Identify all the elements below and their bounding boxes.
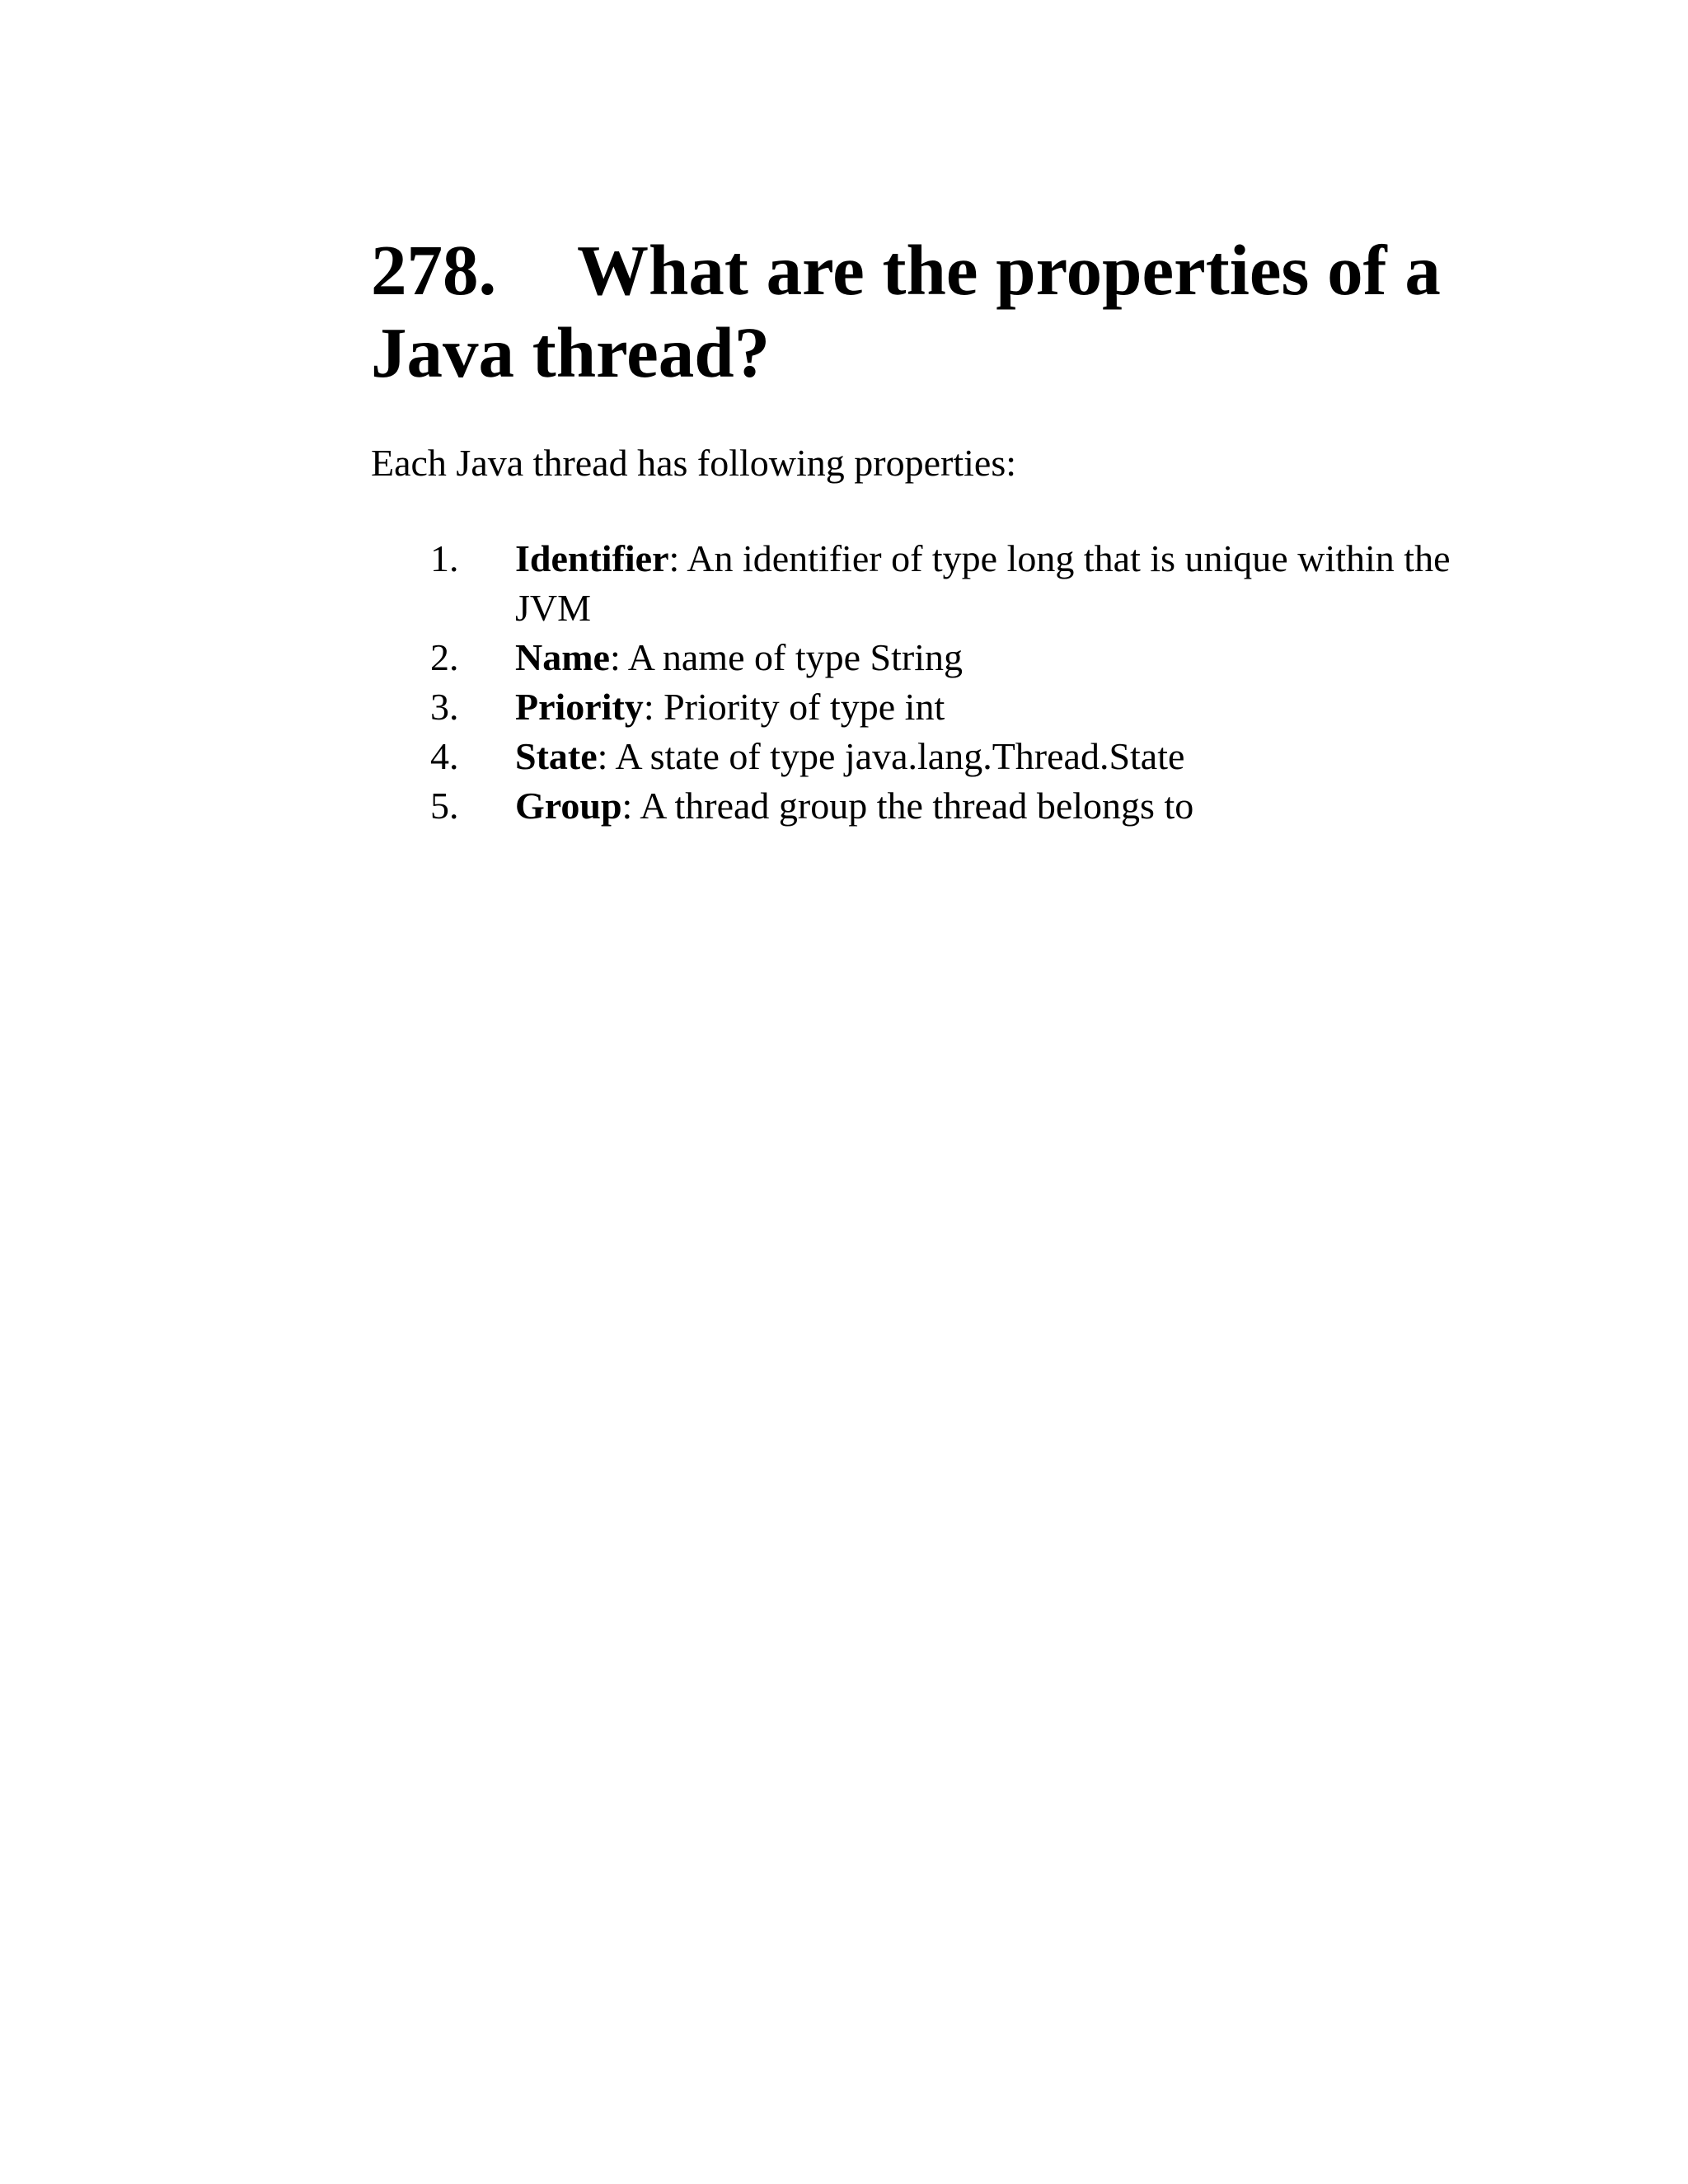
property-description: : Priority of type int bbox=[643, 686, 945, 728]
property-term: Name bbox=[515, 636, 610, 678]
property-term: Identifier bbox=[515, 537, 669, 579]
list-item bbox=[371, 633, 1475, 682]
property-description: : A state of type java.lang.Thread.State bbox=[597, 735, 1185, 777]
list-marker: 1. bbox=[430, 537, 459, 579]
list-marker: 5. bbox=[430, 785, 459, 827]
property-term: State bbox=[515, 735, 598, 777]
question-title: What are the properties of a Java thread? bbox=[371, 230, 1441, 392]
question-heading bbox=[371, 229, 1508, 394]
list-item bbox=[371, 732, 1475, 781]
question-number: 278. bbox=[371, 230, 497, 310]
properties-list bbox=[371, 534, 1475, 831]
intro-paragraph: Each Java thread has following properties: bbox=[371, 442, 1017, 484]
property-term: Group bbox=[515, 785, 622, 827]
list-item bbox=[371, 682, 1475, 732]
list-marker: 3. bbox=[430, 686, 459, 728]
property-description: : A name of type String bbox=[609, 636, 963, 678]
list-item bbox=[371, 781, 1475, 831]
property-description: : An identifier of type long that is unique within the JVM bbox=[515, 537, 1451, 629]
property-term: Priority bbox=[515, 686, 644, 728]
property-description: : A thread group the thread belongs to bbox=[621, 785, 1194, 827]
list-item bbox=[371, 534, 1475, 633]
list-marker: 2. bbox=[430, 636, 459, 678]
list-marker: 4. bbox=[430, 735, 459, 777]
